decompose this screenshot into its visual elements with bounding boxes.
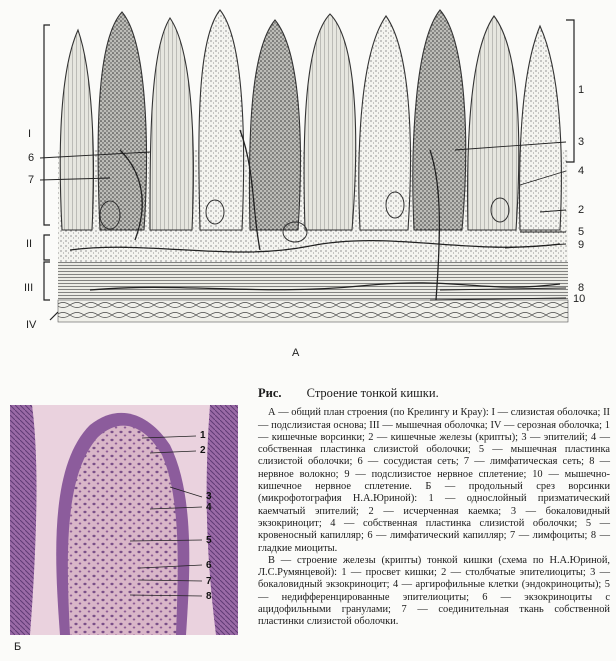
label-b-2-brush-border: 2 — [200, 445, 206, 456]
figure-caption — [258, 387, 610, 629]
caption-paragraph-v: В — строение железы (крипты) тонкой кишки (схема по Н.А.Юриной, Л.С.Румянцевой): 1 — просвет кишки; 2 — столбчатые эпителиоциты; 3 — бокаловидный экзокриноцит; 4 — аргирофильные клетки (эндокриноциты); 5 — недифференцированные эпителиоциты; 6 — экзокриноциты с ацидофильными гранулами; 7 — соединительная ткань собственной пластинки слизистой оболочки. — [258, 554, 610, 628]
label-9-submucosal-plexus: 9 — [578, 239, 585, 251]
label-roman-4: IV — [26, 319, 37, 331]
label-b-1-epithelium: 1 — [200, 430, 206, 441]
label-3-epithelium: 3 — [578, 136, 585, 148]
caption-fig-label: Рис. — [258, 386, 282, 400]
label-roman-3: III — [24, 282, 34, 294]
micrograph-b-villus-section — [10, 405, 238, 635]
label-1-villi: 1 — [578, 84, 585, 96]
label-b-4-lamina-propria: 4 — [206, 502, 212, 513]
label-4-lamina-propria: 4 — [578, 165, 585, 177]
label-b-7-lymphocytes: 7 — [206, 576, 212, 587]
label-8-nerve-fiber: 8 — [578, 282, 585, 294]
label-b-3-goblet-cell: 3 — [206, 491, 212, 502]
label-6-vascular-net: 6 — [28, 152, 35, 164]
label-10-myenteric-plexus: 10 — [573, 293, 586, 305]
caption-title: Строение тонкой кишки. — [306, 386, 439, 400]
label-b-8-smooth-myocytes: 8 — [206, 591, 212, 602]
label-2-crypts: 2 — [578, 204, 585, 216]
label-b-5-blood-capillary: 5 — [206, 535, 212, 546]
label-7-lymphatic-net: 7 — [28, 174, 35, 186]
label-5-muscularis-mucosae: 5 — [578, 226, 585, 238]
label-b-6-lymph-capillary: 6 — [206, 560, 212, 571]
panel-letter-a: А — [292, 347, 300, 359]
caption-paragraph-a-b: А — общий план строения (по Крелингу и Краy): I — слизистая оболочка; II — подслизистая основа; III — мышечная оболочка; IV — серозная оболочка; 1 — кишечные ворсинки; 2 — кишечные железы (крипты); 3 — эпителий; 4 — собственная пластинка слизистой оболочки; 5 — мышечная пластинка слизистой оболочки; 6 — сосудистая сеть; 7 — лимфатическая сеть; 8 — нервное волокно; 9 — подслизистое нервное сплетение; 10 — мышечно-кишечное нервное сплетение. Б — продольный срез ворсинки (микрофотография Н.А.Юриной): 1 — однослойный призматический каемчатый эпителий; 2 — исчерченная каемка; 3 — бокаловидный экзокриноцит; 4 — собственная пластинка слизистой оболочки; 5 — кровеносный капилляр; 6 — лимфатический капилляр; 7 — лимфоциты; 8 — гладкие миоциты. — [258, 407, 610, 554]
panel-letter-b: Б — [14, 641, 22, 653]
caption-heading — [258, 387, 610, 399]
label-roman-2: II — [26, 238, 33, 250]
label-roman-1: I — [28, 128, 32, 140]
